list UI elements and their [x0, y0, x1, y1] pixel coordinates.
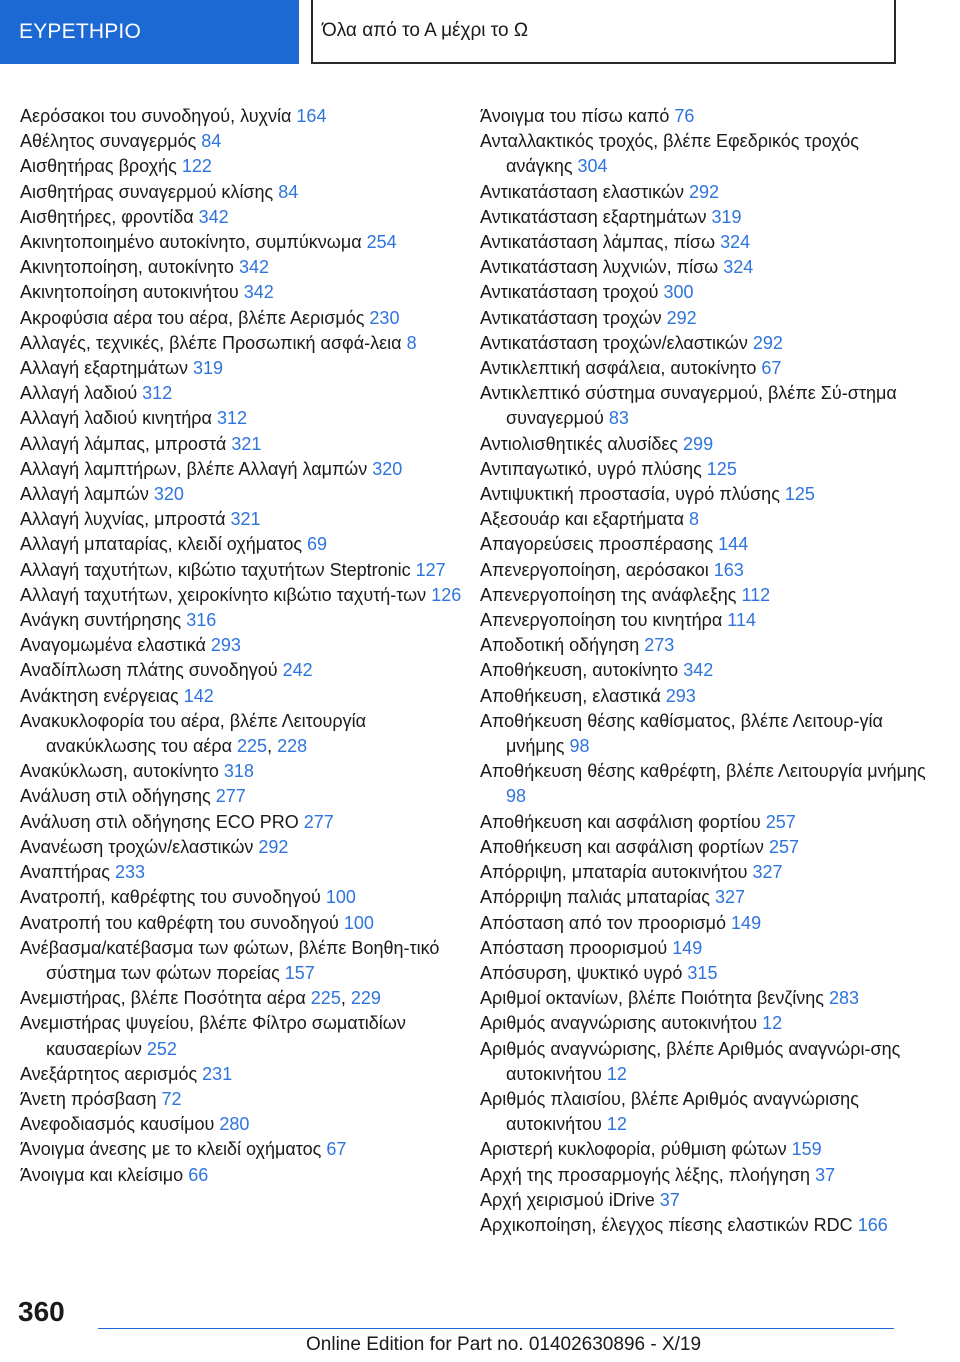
index-term: Αναδίπλωση πλάτης συνοδηγού	[20, 660, 283, 681]
page-link[interactable]: 72	[161, 1088, 182, 1109]
index-entry	[480, 306, 930, 331]
page-link[interactable]: 319	[192, 358, 223, 379]
index-column-left	[20, 104, 470, 1188]
index-term: Αλλαγή μπαταρίας, κλειδί οχήματος	[20, 534, 308, 555]
index-entry	[480, 1037, 930, 1087]
index-entry	[20, 1062, 470, 1087]
page-link[interactable]: 283	[828, 988, 859, 1009]
index-entry	[20, 507, 470, 532]
index-term: Αθέλητος συναγερμός	[20, 131, 202, 152]
page-link[interactable]: 342	[238, 257, 269, 278]
index-entry	[20, 432, 470, 457]
page-link[interactable]: 100	[343, 912, 374, 933]
page-link[interactable]: 320	[372, 458, 403, 479]
index-term: Αισθητήρας βροχής	[20, 156, 182, 177]
index-term: Ανακύκλωση, αυτοκίνητο	[20, 761, 224, 782]
index-term: Αντικλεπτική ασφάλεια, αυτοκίνητο	[480, 358, 762, 379]
index-term: Αριθμοί οκτανίων, βλέπε Ποιότητα βενζίνης	[480, 988, 829, 1009]
index-term: Αντιπαγωτικό, υγρό πλύσης	[480, 458, 707, 479]
index-entry	[20, 835, 470, 860]
index-entry	[20, 482, 470, 507]
index-term: Αντιολισθητικές αλυσίδες	[480, 433, 684, 454]
page-link[interactable]: 324	[723, 257, 754, 278]
index-term: Αποθήκευση θέσης καθρέφτη, βλέπε Λειτουργία μνήμης	[480, 761, 926, 782]
page-link[interactable]: 320	[153, 484, 184, 505]
page-link[interactable]: 327	[714, 887, 745, 908]
page-link[interactable]: 37	[659, 1189, 680, 1210]
index-entry	[480, 608, 930, 633]
page-link[interactable]: 316	[186, 610, 217, 631]
index-entry	[20, 180, 470, 205]
index-term: Ακινητοποίηση, αυτοκίνητο	[20, 257, 239, 278]
index-term: Αλλαγές, τεχνικές, βλέπε Προσωπική ασφά-λεια	[20, 332, 407, 353]
page-link[interactable]: 166	[857, 1214, 888, 1235]
index-entry	[480, 104, 930, 129]
index-entry	[480, 381, 930, 431]
index-term: Αποθήκευση, αυτοκίνητο	[480, 660, 684, 681]
index-entry	[20, 406, 470, 431]
index-entry	[480, 936, 930, 961]
index-entry	[20, 936, 470, 986]
index-entry	[480, 1163, 930, 1188]
index-entry	[20, 280, 470, 305]
index-entry	[480, 205, 930, 230]
index-entry	[480, 532, 930, 557]
index-entry	[20, 558, 470, 583]
index-term: Αντικατάσταση ελαστικών	[480, 181, 689, 202]
index-term: Ανάλυση στιλ οδήγησης	[20, 786, 216, 807]
page-link[interactable]: 229	[350, 988, 381, 1009]
index-entry	[480, 1188, 930, 1213]
page-link[interactable]: 312	[216, 408, 247, 429]
index-entry	[480, 684, 930, 709]
index-term: Ανάλυση στιλ οδήγησης ECO PRO	[20, 811, 304, 832]
index-entry	[20, 129, 470, 154]
page-link[interactable]: 228	[277, 736, 308, 757]
index-term: Αξεσουάρ και εξαρτήματα	[480, 509, 690, 530]
index-term: Απόσυρση, ψυκτικό υγρό	[480, 962, 688, 983]
index-entry	[20, 230, 470, 255]
index-term: Ανταλλακτικός τροχός, βλέπε Εφεδρικός τροχός ανάγκης	[480, 131, 859, 177]
page-link[interactable]: 257	[768, 836, 799, 857]
index-term: Αλλαγή εξαρτημάτων	[20, 358, 193, 379]
index-term: Αλλαγή ταχυτήτων, χειροκίνητο κιβώτιο ταχυτή-των	[20, 584, 432, 605]
index-entry	[20, 1137, 470, 1162]
page-link[interactable]: 126	[431, 584, 462, 605]
index-entry	[480, 911, 930, 936]
index-entry	[20, 911, 470, 936]
page-link[interactable]: 293	[665, 685, 696, 706]
index-term: Αριθμός αναγνώρισης αυτοκινήτου	[480, 1013, 763, 1034]
index-term: Αλλαγή λαμπών	[20, 484, 154, 505]
index-term: Απόρριψη, μπαταρία αυτοκινήτου	[480, 862, 753, 883]
index-entry	[480, 709, 930, 759]
footer-edition: Online Edition for Part no. 01402630896 - X/19	[306, 1334, 702, 1355]
index-term: Ανεμιστήρας, βλέπε Ποσότητα αέρα	[20, 988, 311, 1009]
index-term: Αναγομωμένα ελαστικά	[20, 635, 211, 656]
page-link[interactable]: 84	[278, 181, 299, 202]
page-link[interactable]: 12	[606, 1114, 627, 1135]
section-title: Όλα από το Α μέχρι το Ω	[311, 0, 896, 64]
index-entry	[20, 154, 470, 179]
index-term: Αποθήκευση, ελαστικά	[480, 685, 666, 706]
page-link[interactable]: 292	[688, 181, 719, 202]
index-entry	[480, 1213, 930, 1238]
page-link[interactable]: 69	[307, 534, 328, 555]
index-term: Αποθήκευση θέσης καθίσματος, βλέπε Λειτουρ-γία μνήμης	[480, 710, 883, 757]
index-term: Αντικατάσταση εξαρτημάτων	[480, 206, 712, 227]
index-entry	[20, 381, 470, 406]
page-link[interactable]: 280	[219, 1114, 250, 1135]
page-link[interactable]: 114	[727, 610, 756, 631]
page-link[interactable]: 12	[762, 1013, 783, 1034]
index-term: Άνοιγμα του πίσω καπό	[480, 106, 675, 126]
index-entry	[480, 759, 930, 809]
index-term: Αντιψυκτική προστασία, υγρό πλύσης	[480, 484, 785, 505]
index-term: Ανεφοδιασμός καυσίμου	[20, 1114, 220, 1135]
page-link[interactable]: 84	[201, 131, 222, 152]
page-link[interactable]: 315	[687, 962, 718, 983]
page-link[interactable]: 12	[606, 1063, 627, 1084]
index-term: Ανάγκη συντήρησης	[20, 610, 187, 631]
page-link[interactable]: 257	[765, 811, 796, 832]
index-entry	[480, 129, 930, 179]
page-link[interactable]: 231	[202, 1063, 233, 1084]
page-number: 360	[18, 1296, 65, 1327]
page-link[interactable]: 83	[608, 408, 629, 429]
index-entry	[480, 961, 930, 986]
index-entry	[480, 432, 930, 457]
index-entry	[480, 1011, 930, 1036]
index-term: Αντικατάσταση τροχών	[480, 307, 667, 328]
index-term: Απενεργοποίηση, αερόσακοι	[480, 559, 714, 580]
page-link[interactable]: 273	[644, 635, 675, 656]
index-term: Ακινητοποιημένο αυτοκίνητο, συμπύκνωμα	[20, 232, 367, 253]
index-term: Ανανέωση τροχών/ελαστικών	[20, 836, 259, 857]
index-term: Αισθητήρας συναγερμού κλίσης	[20, 181, 279, 202]
index-entry	[20, 1163, 470, 1188]
index-term: Απαγορεύσεις προσπέρασης	[480, 534, 719, 555]
index-term: Απενεργοποίηση του κινητήρα	[480, 610, 728, 631]
index-term: Ανατροπή του καθρέφτη του συνοδηγού	[20, 912, 344, 933]
index-entry	[20, 633, 470, 658]
index-entry	[20, 608, 470, 633]
page-link[interactable]: 8	[689, 509, 700, 530]
index-entry: Ανεμιστήρας, βλέπε Ποσότητα αέρα 225, 229	[20, 988, 381, 1009]
page-link[interactable]: 342	[683, 660, 714, 681]
index-term: Απόρριψη παλιάς μπαταρίας	[480, 887, 715, 908]
index-term: Αντικλεπτικό σύστημα συναγερμού, βλέπε Σύ-στημα συναγερμού	[480, 383, 897, 429]
index-entry	[20, 255, 470, 280]
page-link[interactable]: 342	[243, 282, 274, 303]
index-entry	[480, 558, 930, 583]
index-entry	[480, 1137, 930, 1162]
index-term: Άνοιγμα άνεσης με το κλειδί οχήματος	[20, 1139, 327, 1160]
page-link[interactable]: 292	[258, 836, 289, 857]
index-entry	[20, 104, 470, 129]
index-entry	[480, 810, 930, 835]
page-link[interactable]: 144	[718, 534, 749, 555]
index-term: Αποθήκευση και ασφάλιση φορτίου	[480, 811, 766, 832]
index-term: Αισθητήρες, φροντίδα	[20, 206, 199, 227]
section-tab: ΕΥΡΕΤΗΡΙΟ	[0, 0, 299, 64]
footer-divider	[98, 1328, 894, 1329]
page-link[interactable]: 321	[230, 509, 261, 530]
page-link[interactable]: 299	[683, 433, 714, 454]
index-entry	[480, 658, 930, 683]
page-link[interactable]: 233	[114, 862, 145, 883]
page-link[interactable]: 125	[706, 458, 737, 479]
index-entry	[20, 583, 470, 608]
index-entry	[480, 457, 930, 482]
index-term: Αντικατάσταση τροχού	[480, 282, 664, 303]
page-link[interactable]: 318	[223, 761, 254, 782]
page-link[interactable]: 254	[366, 232, 397, 253]
page-link[interactable]: 319	[711, 206, 742, 227]
index-entry	[20, 759, 470, 784]
index-entry	[20, 331, 470, 356]
page-link[interactable]: 122	[181, 156, 212, 177]
index-term: Αντικατάσταση λάμπας, πίσω	[480, 232, 721, 253]
index-term: Αντικατάσταση λυχνιών, πίσω	[480, 257, 724, 278]
page-link[interactable]: 98	[506, 786, 527, 807]
page-link[interactable]: 127	[415, 559, 446, 580]
index-entry	[20, 684, 470, 709]
index-entry	[480, 1087, 930, 1137]
page-link[interactable]: 149	[672, 937, 703, 958]
page-link[interactable]: 324	[720, 232, 751, 253]
index-entry	[480, 356, 930, 381]
page-link[interactable]: 164	[296, 106, 327, 126]
index-entry	[480, 482, 930, 507]
index-entry	[20, 658, 470, 683]
index-entry	[480, 255, 930, 280]
index-term: Αριθμός αναγνώρισης, βλέπε Αριθμός αναγνώρι-σης αυτοκινήτου	[480, 1038, 901, 1084]
page-link[interactable]: 292	[752, 332, 783, 353]
page-link[interactable]: 8	[406, 332, 417, 353]
page-link[interactable]: 225	[237, 736, 268, 757]
page-link[interactable]: 159	[791, 1139, 822, 1160]
index-entry	[20, 1011, 470, 1061]
page-link[interactable]: 230	[369, 307, 400, 328]
page-link[interactable]: 277	[215, 786, 246, 807]
index-column-right	[480, 104, 930, 1238]
index-entry	[480, 180, 930, 205]
index-entry	[20, 532, 470, 557]
index-term: Αναπτήρας	[20, 862, 115, 883]
page-link[interactable]: 67	[761, 358, 782, 379]
index-term: Ανέβασμα/κατέβασμα των φώτων, βλέπε Βοηθη-τικό σύστημα των φώτων πορείας	[20, 937, 440, 983]
index-entry	[20, 457, 470, 482]
index-entry: Ανακυκλοφορία του αέρα, βλέπε Λειτουργία ανακύκλωσης του αέρα 225, 228	[20, 710, 367, 757]
index-term: Ακινητοποίηση αυτοκινήτου	[20, 282, 244, 303]
page-link[interactable]: 142	[183, 685, 214, 706]
index-term: Αλλαγή λαδιού	[20, 383, 143, 404]
page-link[interactable]: 300	[663, 282, 694, 303]
index-entry	[480, 280, 930, 305]
index-entry	[480, 986, 930, 1011]
index-entry	[20, 205, 470, 230]
page-link[interactable]: 292	[666, 307, 697, 328]
index-entry	[20, 1087, 470, 1112]
index-term: Αριστερή κυκλοφορία, ρύθμιση φώτων	[480, 1139, 792, 1160]
index-term: Αντικατάσταση τροχών/ελαστικών	[480, 332, 753, 353]
index-term: Απόσταση από τον προορισμό	[480, 912, 732, 933]
index-term: Αλλαγή λαμπτήρων, βλέπε Αλλαγή λαμπών	[20, 458, 373, 479]
page-link[interactable]: 125	[784, 484, 815, 505]
index-term: Άνοιγμα και κλείσιμο	[20, 1164, 189, 1185]
index-term: Άνετη πρόσβαση	[20, 1088, 162, 1109]
page-link[interactable]: 304	[577, 156, 608, 177]
page-link[interactable]: 98	[569, 736, 590, 757]
index-term: Αποδοτική οδήγηση	[480, 635, 645, 656]
index-term: Αλλαγή λυχνίας, μπροστά	[20, 509, 231, 530]
index-term: Αρχή χειρισμού iDrive	[480, 1189, 660, 1210]
page-link[interactable]: 277	[303, 811, 334, 832]
index-entry	[480, 885, 930, 910]
page-link[interactable]: 327	[752, 862, 783, 883]
page-link[interactable]: 242	[282, 660, 313, 681]
index-term: Αλλαγή ταχυτήτων, κιβώτιο ταχυτήτων Steptronic	[20, 559, 416, 580]
page-link[interactable]: 157	[284, 962, 315, 983]
page-link[interactable]: 149	[731, 912, 762, 933]
index-entry	[480, 331, 930, 356]
index-entry	[20, 784, 470, 809]
index-term: Ανατροπή, καθρέφτης του συνοδηγού	[20, 887, 326, 908]
index-term: Αλλαγή λαδιού κινητήρα	[20, 408, 217, 429]
index-term: Αριθμός πλαισίου, βλέπε Αριθμός αναγνώρισης αυτοκινήτου	[480, 1088, 859, 1135]
index-term: Απόσταση προορισμού	[480, 937, 673, 958]
index-entry	[480, 507, 930, 532]
index-term: Ακροφύσια αέρα του αέρα, βλέπε Αερισμός	[20, 307, 370, 328]
page-link[interactable]: 76	[674, 106, 695, 126]
page-link[interactable]: 293	[210, 635, 241, 656]
page-link[interactable]: 163	[713, 559, 744, 580]
page-link[interactable]: 67	[326, 1139, 347, 1160]
page-link[interactable]: 342	[198, 206, 229, 227]
index-term: Ανακυκλοφορία του αέρα, βλέπε Λειτουργία ανακύκλωσης του αέρα	[20, 710, 367, 757]
index-entry	[20, 860, 470, 885]
index-term: Αερόσακοι του συνοδηγού, λυχνία	[20, 106, 297, 126]
index-term: Αποθήκευση και ασφάλιση φορτίων	[480, 836, 769, 857]
index-entry	[480, 835, 930, 860]
page-link[interactable]: 225	[310, 988, 341, 1009]
index-entry	[20, 356, 470, 381]
index-term: Ανεξάρτητος αερισμός	[20, 1063, 203, 1084]
page-link[interactable]: 252	[146, 1038, 177, 1059]
index-entry	[20, 1112, 470, 1137]
index-term: Απενεργοποίηση της ανάφλεξης	[480, 584, 742, 605]
index-entry	[480, 583, 930, 608]
page-link[interactable]: 321	[231, 433, 262, 454]
index-entry	[480, 633, 930, 658]
index-term: Ανεμιστήρας ψυγείου, βλέπε Φίλτρο σωματιδίων καυσαερίων	[20, 1013, 406, 1059]
index-term: Ανάκτηση ενέργειας	[20, 685, 184, 706]
page-link[interactable]: 112	[741, 584, 771, 605]
index-entry	[20, 810, 470, 835]
index-term: Αλλαγή λάμπας, μπροστά	[20, 433, 232, 454]
index-entry	[20, 306, 470, 331]
index-entry	[20, 885, 470, 910]
page-link[interactable]: 312	[142, 383, 173, 404]
page-link[interactable]: 100	[325, 887, 356, 908]
index-term: Αρχή της προσαρμογής λέξης, πλοήγηση	[480, 1164, 816, 1185]
index-entry	[480, 230, 930, 255]
page-link[interactable]: 37	[815, 1164, 836, 1185]
index-term: Αρχικοποίηση, έλεγχος πίεσης ελαστικών RDC	[480, 1214, 858, 1235]
page-link[interactable]: 66	[188, 1164, 209, 1185]
index-entry	[480, 860, 930, 885]
